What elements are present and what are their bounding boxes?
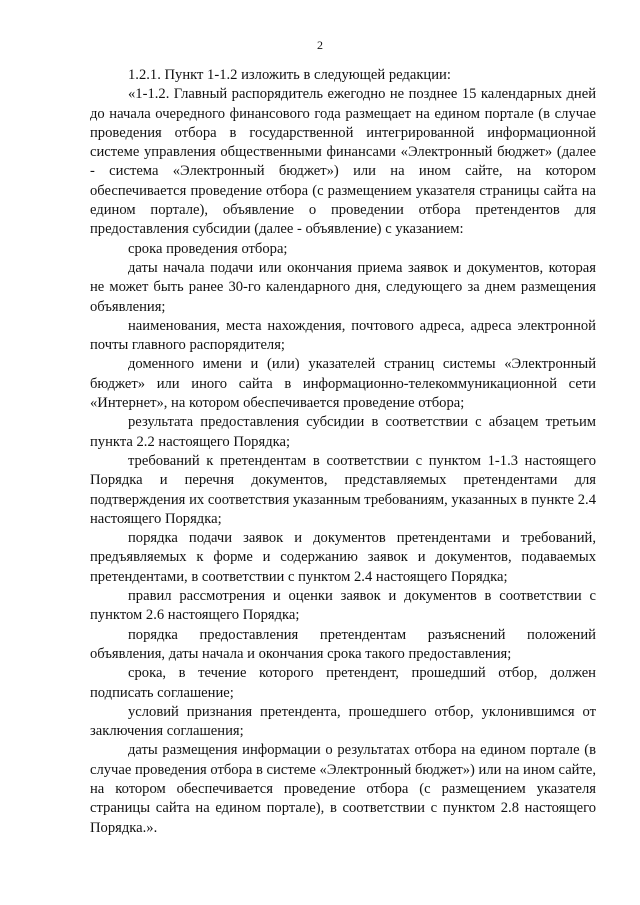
paragraph-amendment-intro: 1.2.1. Пункт 1-1.2 изложить в следующей редакции: (128, 67, 451, 83)
list-item-selection-period: срока проведения отбора; (128, 240, 288, 257)
list-item-submission-procedure: порядка подачи заявок и документов претендентами и требований, предъявляемых к форме и содержанию заявок и документов, подаваемых претендентами, в соответствии с пунктом 2.4 настоящего Порядка; (90, 530, 596, 585)
list-item-applicant-requirements: требований к претендентам в соответствии с пунктом 1-1.3 настоящего Порядка и перечня документов, представляемых претендентами для подтверждения их соответствия указанным требованиям, указанных в пункте 2.4 настоящего Порядка; (90, 452, 596, 527)
list-item-domain-name: доменного имени и (или) указателей страниц системы «Электронный бюджет» или иного сайта в информационно-телекоммуникационной сети «Интернет», на котором обеспечивается проведение отбора; (90, 356, 596, 412)
list-item-clarifications: порядка предоставления претендентам разъяснений положений объявления, даты начала и окончания срока такого предоставления; (90, 626, 596, 662)
list-item-application-dates: даты начала подачи или окончания приема заявок и документов, которая не может быть ранее 30-го календарного дня, следующего за днем размещения объявления; (90, 259, 596, 315)
paragraph-clause-1-1-2: «1-1.2. Главный распорядитель ежегодно не позднее 15 календарных дней до начала очередного финансового года размещает на едином портале (в случае проведения отбора в государственной интегрированной информационной системе управления общественными финансами «Электронный бюджет» (далее - система «Электронный бюджет») или на ином сайте, на котором обеспечивается проведение отбора (с размещением указателя страницы сайта на едином портале), объявление о проведении отбора претендентов для предоставления субсидии (далее - объявление) с указанием: (90, 86, 596, 238)
list-item-distributor-contacts: наименования, места нахождения, почтового адреса, адреса электронной почты главного распорядителя; (90, 317, 596, 354)
list-item-evaluation-rules: правил рассмотрения и оценки заявок и документов в соответствии с пунктом 2.6 настоящего Порядка; (90, 588, 596, 624)
list-item-subsidy-result: результата предоставления субсидии в соответствии с абзацем третьим пункта 2.2 настоящего Порядка; (90, 414, 596, 450)
list-item-evasion-conditions: условий признания претендента, прошедшего отбор, уклонившимся от заключения соглашения; (90, 703, 596, 740)
list-item-results-publication: даты размещения информации о результатах отбора на едином портале (в случае проведения отбора в системе «Электронный бюджет») или на ином сайте, на котором обеспечивается проведение отбора (с размещением указателя страницы сайта на едином портале), в соответствии с пунктом 2.8 настоящего Порядка.». (90, 742, 596, 836)
page-number: 2 (317, 38, 323, 52)
list-item-agreement-deadline: срока, в течение которого претендент, прошедший отбор, должен подписать соглашение; (90, 665, 596, 701)
document-body (90, 66, 596, 838)
